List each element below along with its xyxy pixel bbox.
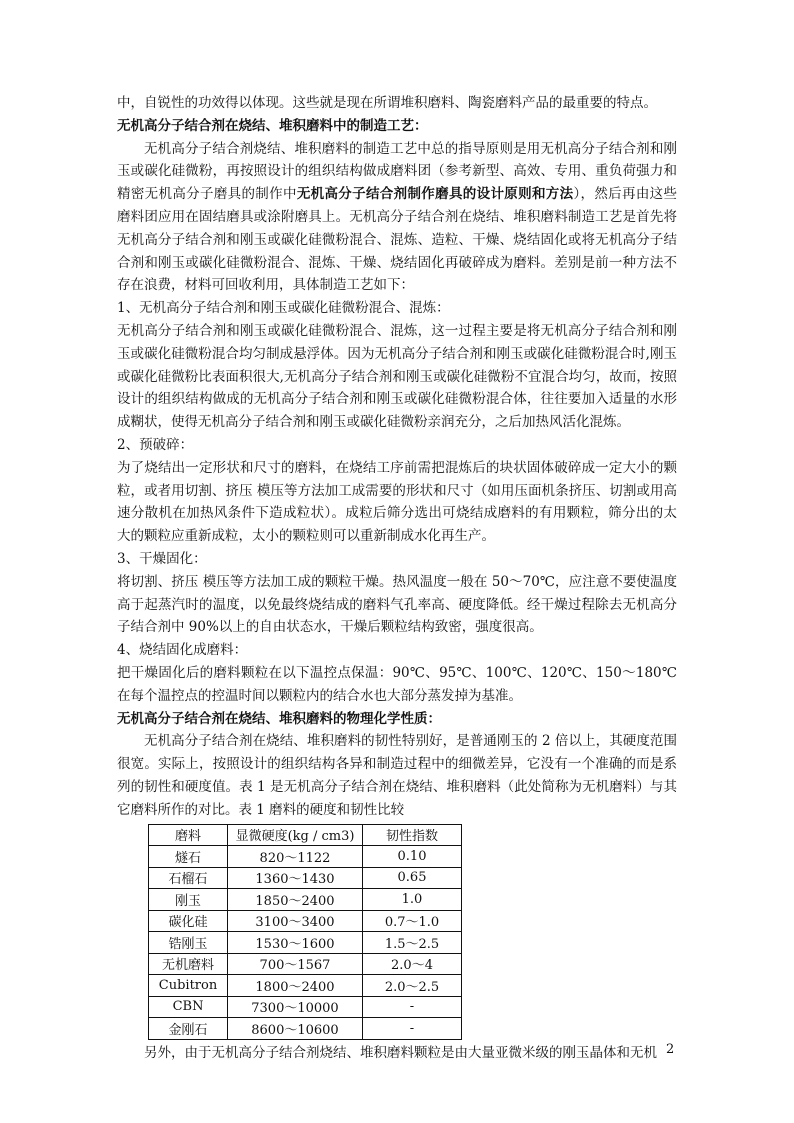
table-cell: 金刚石 xyxy=(149,1018,228,1040)
table-cell: 0.10 xyxy=(363,846,462,868)
paragraph: 另外，由于无机高分子结合剂烧结、堆积磨料颗粒是由大量亚微米级的刚玉晶体和无机 xyxy=(144,1044,657,1061)
table-row xyxy=(149,953,462,975)
table-cell: 石榴石 xyxy=(149,867,228,889)
table-cell: - xyxy=(363,996,462,1018)
paragraph: 无机高分子结合剂和刚玉或碳化硅微粉混合、混炼，这一过程主要是将无机高分子结合剂和刚玉或碳化硅微粉混合均匀制成悬浮体。因为无机高分子结合剂和刚玉或碳化硅微粉混合时,刚玉或碳化硅微粉比表面积很大,无机高分子结合剂和刚玉或碳化硅微粉不宜混合均匀，故而，按照设计的组织结构做成的无机高分子结合剂和刚玉或碳化硅微粉混合体，往往要加入适量的水形成糊状，使得无机高分子结合剂和刚玉或碳化硅微粉亲润充分，之后加热风活化混炼。 xyxy=(117,322,677,431)
table-cell: 1850～2400 xyxy=(228,889,363,911)
table-row xyxy=(149,932,462,954)
table-cell: - xyxy=(363,1018,462,1040)
table-cell: CBN xyxy=(149,996,228,1018)
table-cell: 700～1567 xyxy=(228,953,363,975)
table-cell: 1.5～2.5 xyxy=(363,932,462,954)
abrasive-comparison-table xyxy=(148,824,462,1040)
table-row xyxy=(149,867,462,889)
table-cell: 锆刚玉 xyxy=(149,932,228,954)
paragraph: 中，自锐性的功效得以体现。这些就是现在所谓堆积磨料、陶瓷磨料产品的最重要的特点。 xyxy=(117,95,657,111)
subsection-title: 2、预破碎： xyxy=(117,436,194,453)
section-heading: 无机高分子结合剂在烧结、堆积磨料中的制造工艺： xyxy=(117,117,428,134)
table-cell: 2.0～4 xyxy=(363,953,462,975)
paragraph: 把干燥固化后的磨料颗粒在以下温控点保温：90℃、95℃、100℃、120℃、150～180℃在每个温控点的控温时间以颗粒内的结合水也大部分蒸发掉为基准。 xyxy=(117,664,677,704)
document-body xyxy=(117,92,677,1064)
table-cell: 1800～2400 xyxy=(228,975,363,997)
text-run: ），然后再由这些磨料团应用在固结磨具或涂附磨具上。无机高分子结合剂在烧结、堆积磨料制造工艺是首先将无机高分子结合剂和刚玉或碳化硅微粉混合、混炼、造粒、干燥、烧结固化或将无机高分子结合剂和刚玉或碳化硅微粉混合、混炼、干燥、烧结固化再破碎成为磨料。差别是前一种方法不存在浪费，材料可回收利用，具体制造工艺如下： xyxy=(117,186,678,294)
subsection-title: 4、烧结固化成磨料： xyxy=(117,642,248,659)
table-cell: 0.65 xyxy=(363,867,462,889)
table-cell: 3100～3400 xyxy=(228,910,363,932)
table-row xyxy=(149,975,462,997)
table-cell: 2.0～2.5 xyxy=(363,975,462,997)
table-row xyxy=(149,910,462,932)
table-cell: Cubitron xyxy=(149,975,228,997)
page-number: 2 xyxy=(666,1042,675,1057)
table-cell: 燧石 xyxy=(149,846,228,868)
table-row xyxy=(149,1018,462,1040)
table-header-row xyxy=(149,824,462,846)
column-header: 磨料 xyxy=(149,824,228,846)
table-cell: 刚玉 xyxy=(149,889,228,911)
table-cell: 7300～10000 xyxy=(228,996,363,1018)
table-cell: 1360～1430 xyxy=(228,867,363,889)
paragraph: 无机高分子结合剂在烧结、堆积磨料的韧性特别好，是普通刚玉的 2 倍以上，其硬度范围很宽。实际上，按照设计的组织结构各异和制造过程中的细微差异，它没有一个准确的而是系列的韧性和硬度值。表 1 是无机高分子结合剂在烧结、堆积磨料（此处简称为无机磨料）与其它磨料所作的对比。表 1 磨料的硬度和韧性比较 xyxy=(117,733,677,818)
section-heading: 无机高分子结合剂在烧结、堆积磨料的物理化学性质： xyxy=(117,710,441,727)
paragraph xyxy=(117,138,677,298)
subsection-title: 3、干燥固化： xyxy=(117,550,207,567)
bold-text-run: 无机高分子结合剂制作磨具的设计原则和方法 xyxy=(296,186,574,203)
table-row xyxy=(149,846,462,868)
paragraph: 将切割、挤压 模压等方法加工成的颗粒干燥。热风温度一般在 50～70℃，应注意不要使温度高于起蒸汽时的温度，以免最终烧结成的磨料气孔率高、硬度降低。经干燥过程除去无机高分子结合剂中 90%以上的自由状态水，干燥后颗粒结构致密，强度很高。 xyxy=(117,573,677,636)
table-cell: 碳化硅 xyxy=(149,910,228,932)
column-header: 韧性指数 xyxy=(363,824,462,846)
table-cell: 1.0 xyxy=(363,889,462,911)
table-cell: 1530～1600 xyxy=(228,932,363,954)
subsection-title: 1、无机高分子结合剂和刚玉或碳化硅微粉混合、混炼： xyxy=(117,300,450,317)
table-row xyxy=(149,889,462,911)
table-cell: 8600～10600 xyxy=(228,1018,363,1040)
paragraph: 为了烧结出一定形状和尺寸的磨料，在烧结工序前需把混炼后的块状固体破碎成一定大小的颗粒，或者用切割、挤压 模压等方法加工成需要的形状和尺寸（如用压面机条挤压、切割或用高速分散机在加热风条件下造成粒状）。成粒后筛分选出可烧结成磨料的有用颗粒，筛分出的太大的颗粒应重新成粒，太小的颗粒则可以重新制成水化再生产。 xyxy=(117,459,677,545)
text-run: 无机高分子结合剂烧结、堆积磨料的制造工艺中总的指导原则是用无机高分子结合剂和刚玉或碳化硅微粉，再按照设计的组织结构做成磨料团（参考新型、高效、专用、重负荷强力和精密无机高分子磨具的制作中 xyxy=(117,140,677,203)
table-row xyxy=(149,996,462,1018)
column-header: 显微硬度(kg / cm3) xyxy=(228,824,363,846)
table-cell: 820～1122 xyxy=(228,846,363,868)
table-cell: 0.7～1.0 xyxy=(363,910,462,932)
table-cell: 无机磨料 xyxy=(149,953,228,975)
